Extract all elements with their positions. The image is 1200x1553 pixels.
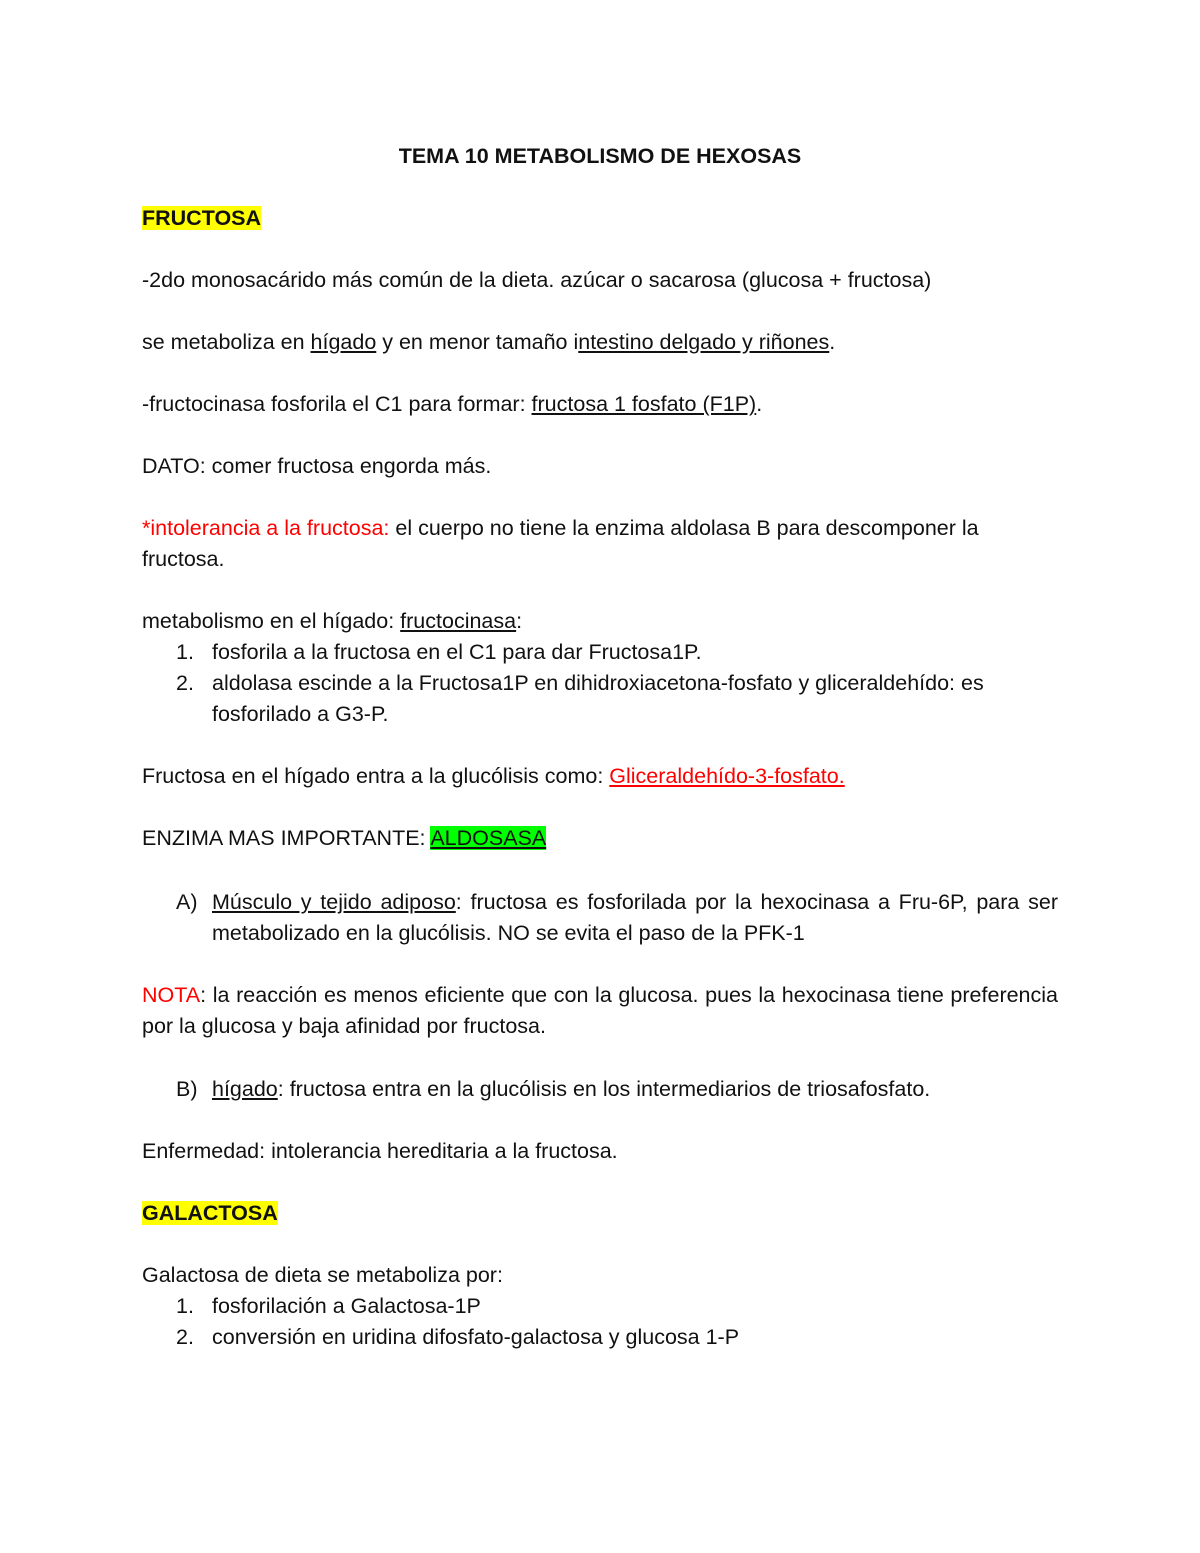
text-segment: y en menor tamaño i — [376, 330, 579, 354]
highlighted-term: ALDOSASA — [430, 826, 547, 850]
paragraph-glucolisis — [142, 761, 1058, 792]
text-segment: metabolismo en el hígado: — [142, 609, 401, 633]
paragraph-dato: DATO: comer fructosa engorda más. — [142, 454, 492, 478]
text-segment: ENZIMA MAS IMPORTANTE: — [142, 826, 431, 850]
paragraph-nota — [142, 980, 1058, 1042]
text-segment: . — [756, 392, 763, 416]
list-number: 1. — [176, 640, 194, 664]
underlined-term: fructocinasa — [400, 609, 517, 633]
red-underlined-term: Gliceraldehído-3-fosfato. — [609, 764, 845, 788]
list-text — [212, 887, 1058, 949]
list-text: conversión en uridina difosfato-galactosa y glucosa 1-P — [212, 1325, 740, 1349]
list-letter: A) — [176, 890, 198, 914]
paragraph-enzima — [142, 823, 1058, 854]
paragraph-monosacarido: -2do monosacárido más común de la dieta. azúcar o sacarosa (glucosa + fructosa) — [142, 268, 932, 292]
heading-galactosa — [142, 1198, 1058, 1229]
list-number: 2. — [176, 1325, 194, 1349]
text-segment: : la reacción es menos eficiente que con la glucosa. pues la hexocinasa tiene preferencia por la glucosa y baja afinidad por fructosa. — [142, 983, 1058, 1038]
underlined-term: Músculo y tejido adiposo — [212, 890, 456, 914]
list-text: aldolasa escinde a la Fructosa1P en dihidroxiacetona-fosfato y gliceraldehído: es fosforilado a G3-P. — [212, 671, 984, 726]
list-text — [212, 1074, 1058, 1105]
paragraph-metaboliza — [142, 327, 1058, 358]
list-letter: B) — [176, 1077, 198, 1101]
red-term: *intolerancia a la fructosa: — [142, 516, 390, 540]
paragraph-galactosa-intro: Galactosa de dieta se metaboliza por: — [142, 1263, 503, 1287]
heading-fructosa — [142, 203, 1058, 234]
list-number: 2. — [176, 671, 194, 695]
underlined-term: hígado — [212, 1077, 278, 1101]
list-number: 1. — [176, 1294, 194, 1318]
red-term: NOTA — [142, 983, 201, 1007]
text-segment: . — [829, 330, 836, 354]
text-segment: Fructosa en el hígado entra a la glucólisis como: — [142, 764, 610, 788]
paragraph-intolerancia — [142, 513, 1058, 575]
heading-fructosa-label: FRUCTOSA — [142, 206, 262, 230]
text-segment: se metaboliza en — [142, 330, 311, 354]
text-segment: : fructosa entra en la glucólisis en los intermediarios de triosafosfato. — [277, 1077, 931, 1101]
underlined-term: fructosa 1 fosfato (F1P) — [531, 392, 757, 416]
text-segment: : — [516, 609, 523, 633]
text-segment: el cuerpo no tiene la enzima aldolasa B para descomponer la fructosa. — [142, 516, 979, 571]
document-title: TEMA 10 METABOLISMO DE HEXOSAS — [398, 144, 802, 168]
underlined-term: ntestino delgado y riñones — [578, 330, 830, 354]
text-segment: : fructosa es fosforilada por la hexocinasa a Fru-6P, para ser metabolizado en la glucólisis. NO se evita el paso de la PFK-1 — [212, 890, 1058, 945]
list-text: fosforila a la fructosa en el C1 para dar Fructosa1P. — [212, 640, 702, 664]
heading-galactosa-label: GALACTOSA — [142, 1201, 278, 1225]
paragraph-enfermedad: Enfermedad: intolerancia hereditaria a la fructosa. — [142, 1139, 618, 1163]
paragraph-fructocinasa — [142, 389, 1058, 420]
underlined-term: hígado — [310, 330, 377, 354]
paragraph-metabolismo-higado — [142, 606, 1058, 637]
list-text: fosforilación a Galactosa-1P — [212, 1294, 481, 1318]
text-segment: -fructocinasa fosforila el C1 para formar: — [142, 392, 532, 416]
